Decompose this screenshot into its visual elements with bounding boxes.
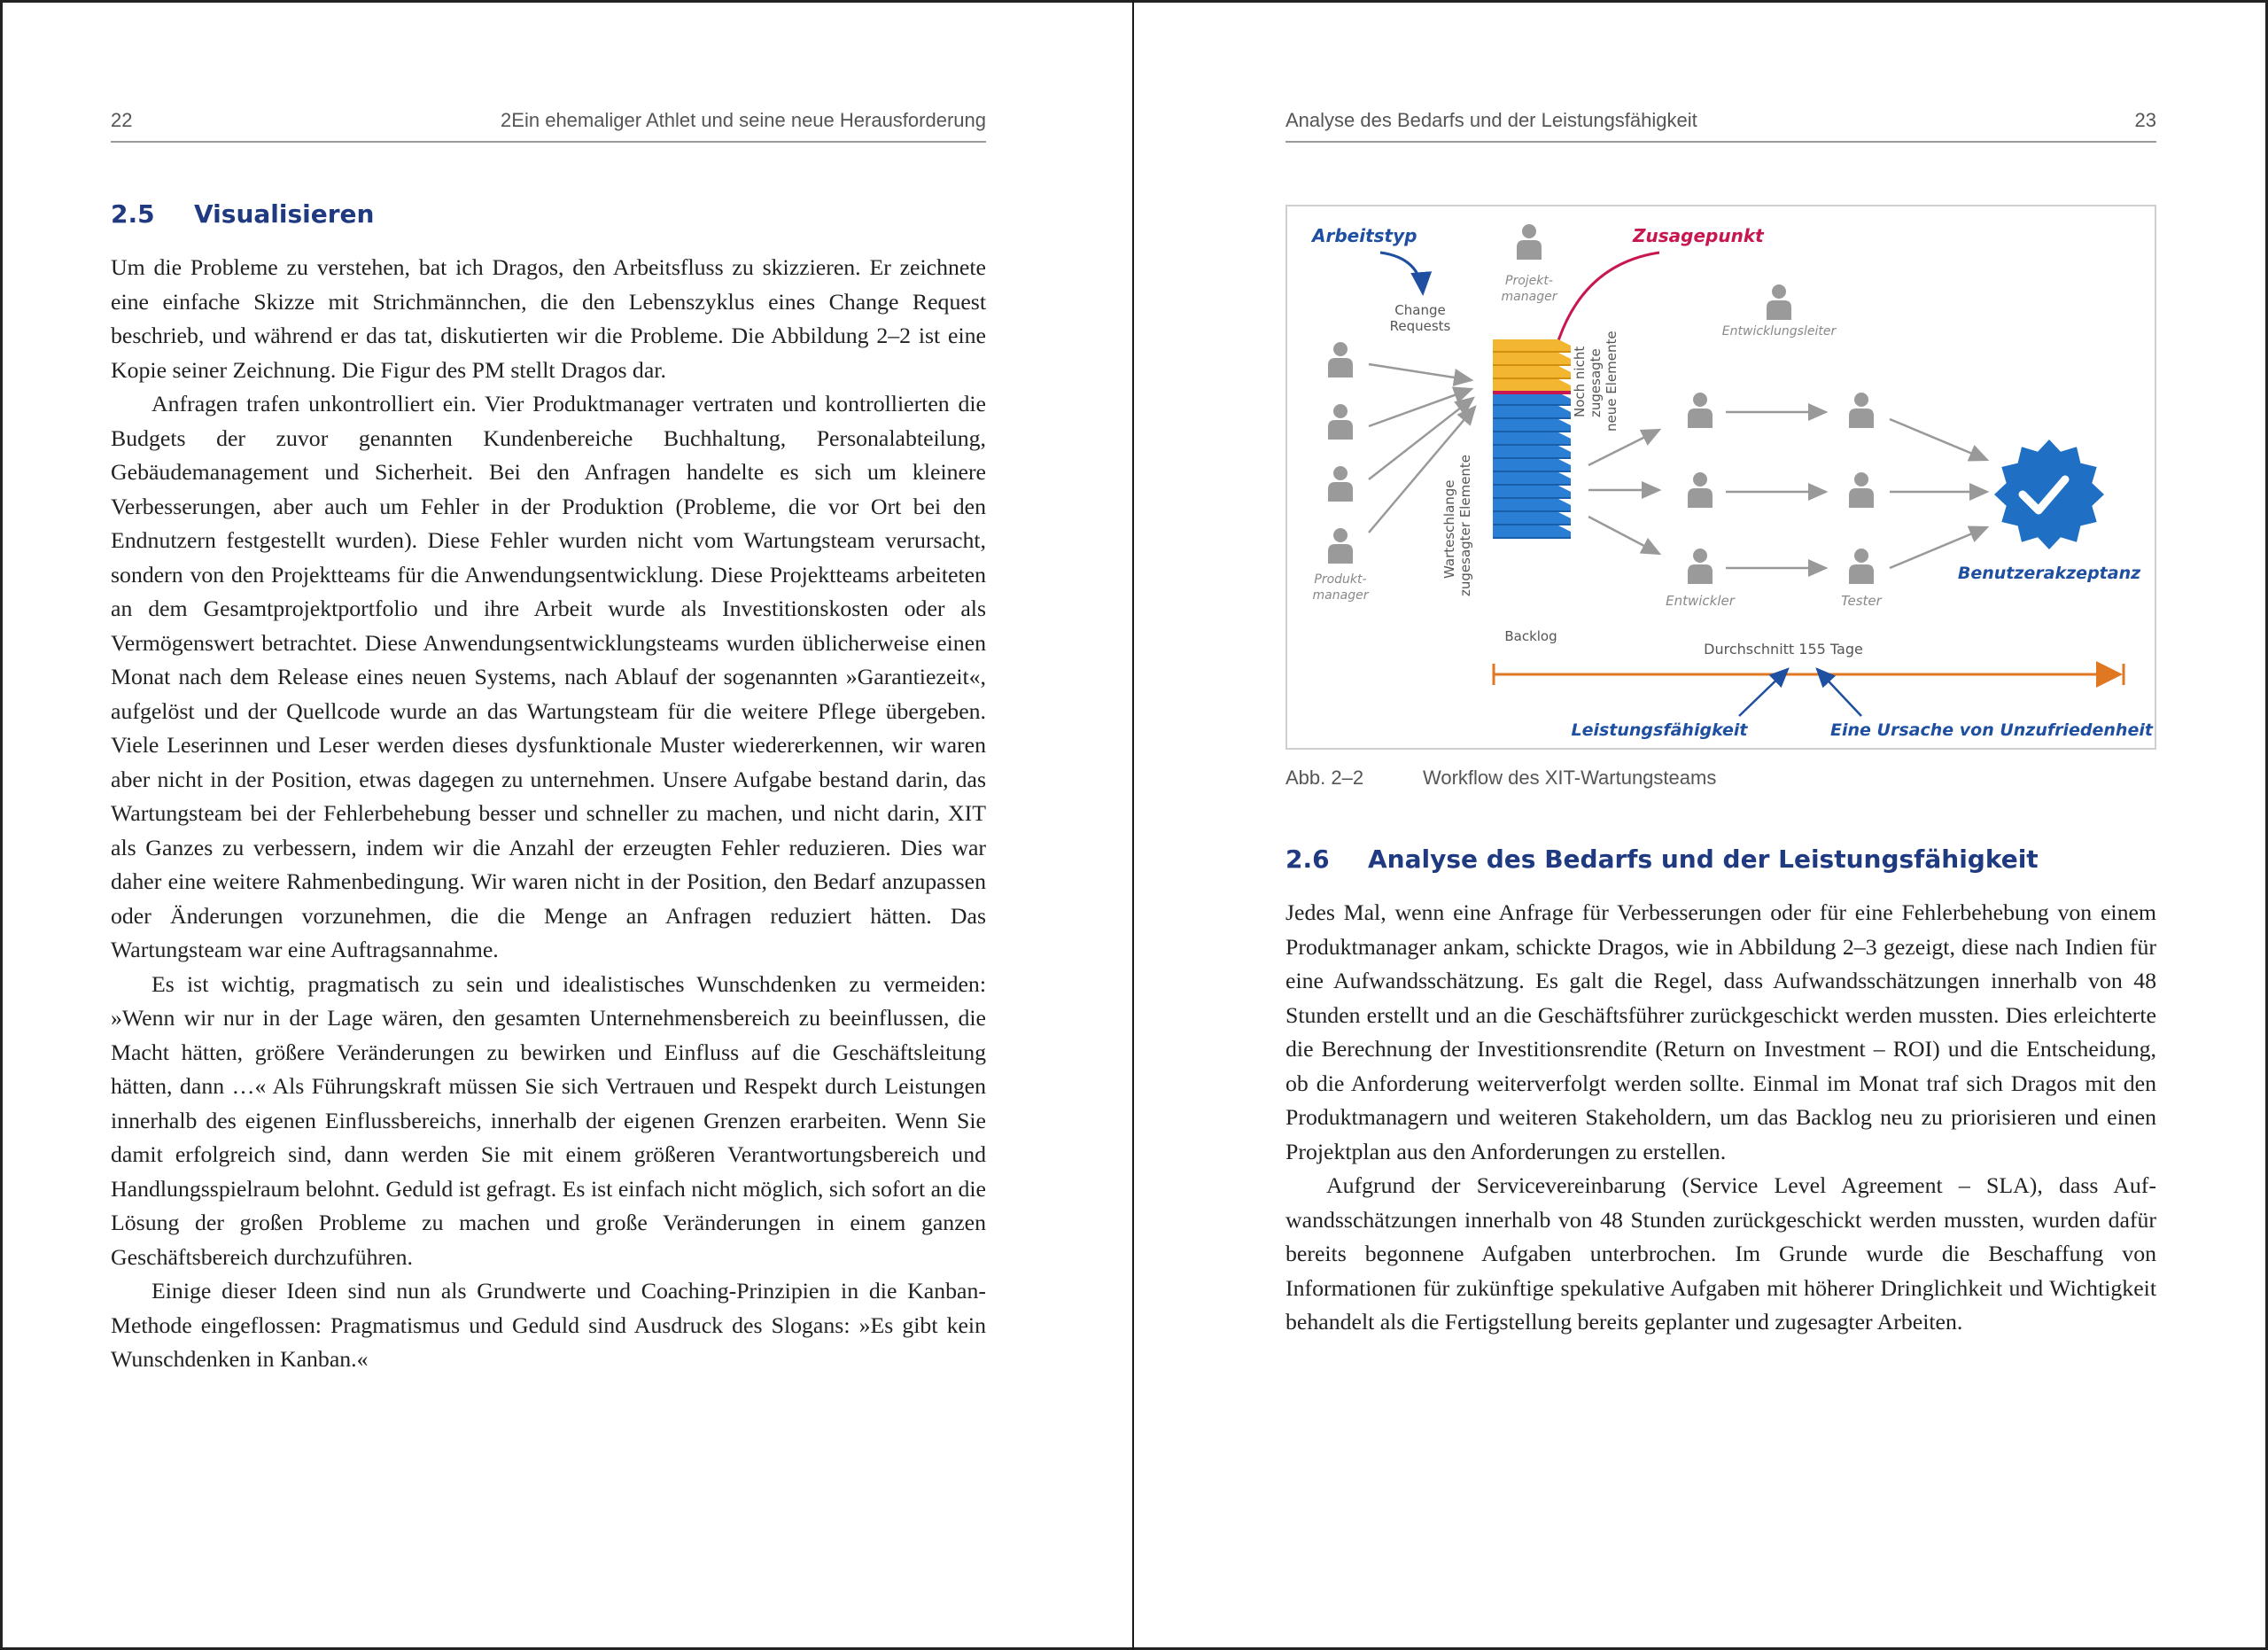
paragraph: Einige dieser Ideen sind nun als Grundwerte und Coaching-Prinzipien in die Kanban-Methode eingeflossen: Pragmatismus und Geduld sind Ausdruck des Slogans: »Es gibt kein Wunschdenken in Kanban.« [111,1278,986,1372]
section-heading [1285,844,2156,880]
backlog-item-committed [1493,406,1571,419]
paragraph: Um die Probleme zu verstehen, bat ich Dragos, den Arbeitsfluss zu skizzieren. Er zeichnete eine einfache Skizze mit Strichmännchen, die den Lebenszyklus eines Change Request beschrieb, und während er das tat, diskutierten wir die Probleme. Die Abbildung 2–2 ist eine Kopie seiner Zeichnung. Die Figur des PM stellt Dragos dar. [111,254,986,383]
produktmanager-icon [1328,528,1353,564]
backlog-item-committed [1493,525,1571,539]
backlog-item-uncommitted [1493,379,1571,393]
paragraph: Es ist wichtig, pragmatisch zu sein und idealistisches Wunschdenken zu vermeiden: »Wenn wir nur in der Lage wären, den gesamten Unternehmensbereich zu beeinflussen, die Macht hätten, größere Veränderungen zu bewirken und Einfluss auf die Geschäftsleitung hätten, dann …« Als Führungskraft müssen Sie sich Vertrauen und Respekt durch Leistungen innerhalb des eigenen Einflussbereichs, innerhalb der eigenen Grenzen erarbeiten. Wenn Sie damit erfolgreich sind, dann werden Sie mit einem größeren Verantwortungsbereich und Handlungsspielraum belohnt. Geduld ist gefragt. Es ist einfach nicht möglich, sich sofort an die Lösung der großen Probleme zu machen und große Veränderungen in einem ganzen Geschäftsbereich durchzuführen. [111,970,986,1270]
paragraph: Anfragen trafen unkontrolliert ein. Vier Produktmanager vertraten und kontrollierten die Budgets der zuvor genannten Kundenbereiche Buchhaltung, Personalabteilung, Gebäudemanagement und Sicherheit. Bei den Anfragen handelte es sich um kleinere Verbesserungen, aber auch um Fehler in der Produktion (Probleme, die vor Ort bei den Endnutzern festgestellt wurden). Diese Fehler wurden nicht vom Wartungsteam verursacht, sondern von den Projektteams für die Anwendungsentwicklung. Diese Projektteams arbeiteten an dem Gesamtprojektportfolio und ihre Arbeit wurde als Investitionskosten oder als Vermögenswert betrachtet. Diese Anwendungsentwicklungsteams wurden üblicherweise einen Monat nach dem Release eines neuen Systems, nach Ablauf der sogenannten »Garantiezeit«, aufgelöst und der Quellcode wurde an das Wartungsteam für die weitere Pflege übergeben. Viele Leserinnen und Leser werden dieses dysfunktionale Muster wiedererkennen, wir waren aber nicht in der Position, etwas dagegen zu unternehmen. Unsere Aufgabe bestand darin, das Wartungsteam bei der Fehlerbehebung besser und schneller zu machen, und nicht darin, XIT als Ganzes zu verbessern, indem wir die Anzahl der erzeugten Fehler reduzieren. Dies war daher eine weitere Rahmenbedingung. Wir waren nicht in der Position, den Bedarf anzupassen oder Änderungen vorzunehmen, die die Menge an Anfragen reduziert hätten. Das Wartungsteam war eine Auftragsannahme. [111,391,986,962]
body-text-left [111,251,986,1377]
backlog-item-committed [1493,512,1571,525]
label-produktmanager-2: manager [1312,588,1369,603]
label-projektmanager-2: manager [1501,290,1557,304]
label-ursache: Eine Ursache von Unzufriedenheit [1830,720,2153,740]
section-heading [111,199,642,235]
tester-icon [1849,393,1874,428]
label-warteschlange-2: zugesagter Elemente [1457,454,1473,596]
entwickler-icon [1688,393,1713,428]
chapter-title: Ein ehemaliger Athlet und seine neue Herausforderung [511,109,986,131]
check-badge-icon [1994,440,2104,549]
label-noch-nicht-2: zugesagte [1588,348,1604,417]
backlog-stack [1493,339,1571,539]
label-projektmanager-1: Projekt- [1505,274,1553,288]
section-number: 2.5 [111,199,155,229]
label-benutzerakzeptanz: Benutzerakzeptanz [1957,564,2141,583]
label-change: Change [1394,302,1446,318]
label-durchschnitt: Durchschnitt 155 Tage [1704,641,1863,658]
backlog-item-committed [1493,459,1571,472]
label-zusagepunkt: Zusagepunkt [1633,225,1764,246]
figure-caption-text: Workflow des XIT-Wartungsteams [1423,767,1717,789]
label-produktmanager-1: Produkt- [1314,572,1367,587]
label-backlog: Backlog [1504,628,1557,644]
backlog-item-committed [1493,472,1571,486]
page-number: 22 [111,109,133,131]
produktmanager-icon [1328,404,1353,440]
label-leistungsfaehigkeit: Leistungsfähigkeit [1571,720,1748,740]
paragraph: Jedes Mal, wenn eine Anfrage für Verbesserungen oder für eine Fehlerbehebung von einem Produktmanager ankam, schickte Dragos, wie in Abbildung 2–3 gezeigt, diese nach Indien für eine Aufwandsschätzung. Es galt die Regel, dass Aufwandsschätzungen innerhalb von 48 Stunden erstellt und an die Geschäftsführer zurückgeschickt werden mussten. Dies erleichterte die Berechnung der Investitionsrendite (Return on Investment – ROI) und die Entscheidung, ob die Anforderung weiterverfolgt werden sollte. Einmal im Monat traf sich Dragos mit den Produktmanagern und weiteren Stakeholdern, um das Backlog neu zu priorisieren und einen Projektplan aus den Anforderungen zu erstellen. [1285,899,2156,1164]
tester-icon [1849,549,1874,584]
backlog-item-committed [1493,393,1571,406]
page-number: 23 [2134,109,2156,131]
section-title: Visualisieren [194,199,375,229]
backlog-item-uncommitted [1493,353,1571,366]
figure-caption-label: Abb. 2–2 [1285,767,1364,789]
label-entwicklungsleiter: Entwicklungsleiter [1721,324,1837,339]
backlog-item-uncommitted [1493,366,1571,379]
entwickler-icon [1688,549,1713,584]
body-text-right [1285,896,2156,1340]
running-head-right [1285,107,2156,143]
backlog-item-committed [1493,446,1571,459]
chapter-number: 2 [501,109,512,131]
tester-icon [1849,472,1874,508]
backlog-item-committed [1493,432,1571,446]
section-number: 2.6 [1285,844,1330,874]
workflow-diagram [1287,206,2155,748]
label-entwickler: Entwickler [1666,593,1735,609]
paragraph: Aufgrund der Servicevereinbarung (Service Level Agreement – SLA), dass Aufwandsschätzungen innerhalb von 48 Stunden zurückgeschickt werden mussten, wurden dafür bereits begonnene Aufgaben unterbrochen. Im Grunde wurde die Beschaffung von Informationen für zukünftige spekulative Aufgaben mit höherer Dringlichkeit und Wichtigkeit behandelt als die Fertigstellung bereits geplanter und zugesagter Arbeiten. [1285,1172,2156,1335]
label-requests: Requests [1389,318,1451,334]
entwicklungsleiter-icon [1767,284,1791,320]
workflow-figure [1285,205,2156,750]
leistungsfaehigkeit-arrow [1739,669,1788,716]
section-running-title: Analyse des Bedarfs und der Leistungsfähigkeit [1285,109,1697,131]
backlog-item-committed [1493,486,1571,499]
label-tester: Tester [1841,593,1882,609]
backlog-item-uncommitted [1493,339,1571,353]
backlog-item-committed [1493,419,1571,432]
ursache-arrow [1817,669,1861,716]
flow-arrows [1588,412,1987,568]
running-head-left [111,107,986,143]
section-title: Analyse des Bedarfs und der Leistungsfähigkeit [1368,844,2039,874]
label-warteschlange-1: Warteschlange [1441,479,1457,579]
label-noch-nicht-3: neue Elemente [1604,331,1619,432]
produktmanager-icon [1328,342,1353,377]
left-page [0,0,1132,1650]
entwickler-icon [1688,472,1713,508]
produktmanager-icon [1328,466,1353,502]
label-noch-nicht-1: Noch nicht [1572,346,1588,417]
backlog-item-committed [1493,499,1571,512]
arbeitstyp-arrow [1380,253,1423,293]
right-page [1134,0,2268,1650]
label-arbeitstyp: Arbeitstyp [1312,225,1418,246]
projektmanager-icon [1517,224,1542,260]
